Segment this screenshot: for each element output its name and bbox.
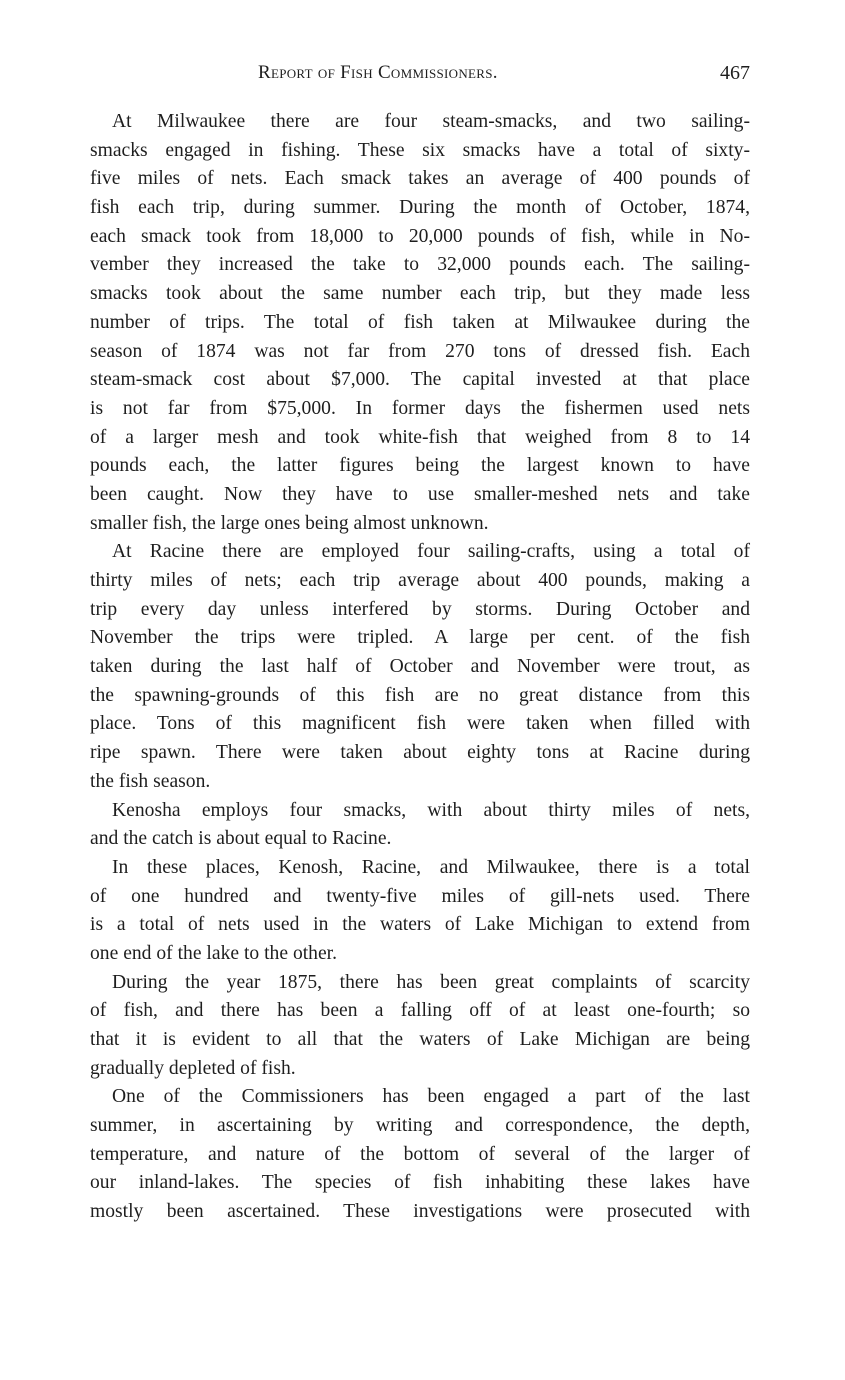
- text-line: thirty miles of nets; each trip average about 400 pounds, making a: [90, 570, 750, 591]
- text-line: smacks took about the same number each trip, but they made less: [90, 283, 750, 305]
- text-line: that it is evident to all that the waters of Lake Michigan are being: [90, 1029, 750, 1050]
- text-line: the fish season.: [90, 770, 211, 792]
- text-line: is not far from $75,000. In former days the fishermen used nets: [90, 397, 750, 419]
- text-line: smaller fish, the large ones being almost unknown.: [90, 512, 489, 534]
- text-line: five miles of nets. Each smack takes an average of 400 pounds of: [90, 168, 750, 190]
- paragraph-commissioners: [90, 1083, 750, 1226]
- paragraph-total-nets: [90, 854, 750, 969]
- text-line: steam-smack cost about $7,000. The capital invested at that place: [90, 369, 750, 391]
- text-line: and the catch is about equal to Racine.: [90, 828, 392, 850]
- text-line: season of 1874 was not far from 270 tons of dressed fish. Each: [90, 340, 750, 362]
- text-line: the spawning-grounds of this fish are no great distance from this: [90, 684, 750, 706]
- text-line: At Milwaukee there are four steam-smacks, and two sailing-: [112, 111, 750, 132]
- page-number: 467: [720, 62, 750, 84]
- text-line: trip every day unless interfered by storms. During October and: [90, 598, 750, 620]
- text-line: temperature, and nature of the bottom of several of the larger of: [90, 1143, 750, 1165]
- text-line: of fish, and there has been a falling off of at least one-fourth; so: [90, 1000, 750, 1022]
- text-line: our inland-lakes. The species of fish inhabiting these lakes have: [90, 1172, 750, 1194]
- text-line: taken during the last half of October and November were trout, as: [90, 656, 750, 678]
- text-line: place. Tons of this magnificent fish were taken when filled with: [90, 713, 750, 735]
- paragraph-racine: [90, 538, 750, 796]
- text-line: At Racine there are employed four sailing-crafts, using a total of: [112, 541, 750, 563]
- paragraph-1875-complaints: [90, 969, 750, 1084]
- running-title: Report of Fish Commissioners.: [258, 62, 498, 83]
- text-line: number of trips. The total of fish taken at Milwaukee during the: [90, 311, 750, 333]
- text-line: ripe spawn. There were taken about eighty tons at Racine during: [90, 742, 750, 764]
- text-line: is a total of nets used in the waters of Lake Michigan to extend from: [90, 914, 750, 936]
- text-line: fish each trip, during summer. During the month of October, 1874,: [90, 197, 750, 219]
- text-line: summer, in ascertaining by writing and correspondence, the depth,: [90, 1115, 750, 1137]
- text-line: Kenosha employs four smacks, with about thirty miles of nets,: [112, 799, 750, 821]
- text-line: pounds each, the latter figures being the largest known to have: [90, 455, 750, 477]
- text-line: smacks engaged in fishing. These six smacks have a total of sixty-: [90, 139, 750, 161]
- page-header: [90, 62, 750, 92]
- text-line: November the trips were tripled. A large per cent. of the fish: [90, 627, 750, 649]
- paragraph-kenosha: [90, 797, 750, 854]
- paragraph-milwaukee: [90, 108, 750, 538]
- text-line: One of the Commissioners has been engaged a part of the last: [112, 1086, 750, 1108]
- text-line: of one hundred and twenty-five miles of gill-nets used. There: [90, 885, 750, 907]
- text-line: During the year 1875, there has been great complaints of scarcity: [112, 971, 750, 993]
- text-line: gradually depleted of fish.: [90, 1057, 296, 1079]
- text-line: one end of the lake to the other.: [90, 942, 338, 964]
- text-line: In these places, Kenosh, Racine, and Milwaukee, there is a total: [112, 856, 750, 878]
- text-line: of a larger mesh and took white-fish that weighed from 8 to 14: [90, 426, 750, 448]
- body-text: [90, 108, 750, 1227]
- text-line: each smack took from 18,000 to 20,000 pounds of fish, while in No-: [90, 225, 750, 247]
- text-line: been caught. Now they have to use smaller-meshed nets and take: [90, 483, 750, 505]
- text-line: vember they increased the take to 32,000 pounds each. The sailing-: [90, 254, 750, 276]
- text-line: mostly been ascertained. These investigations were prosecuted with: [90, 1201, 750, 1223]
